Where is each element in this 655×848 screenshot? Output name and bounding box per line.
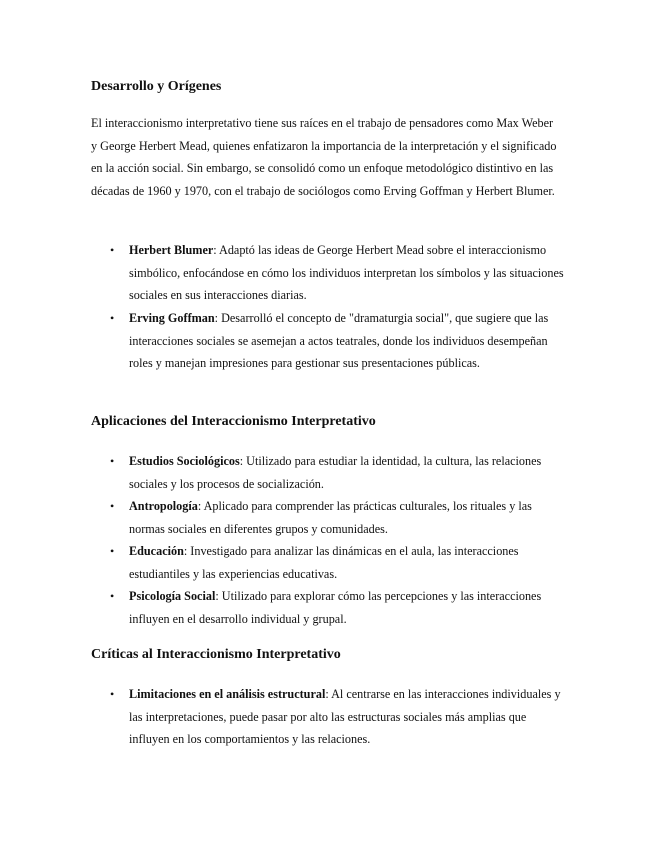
bullet-icon: • [110,243,115,257]
origins-list [0,239,655,375]
list-item-term: Herbert Blumer [129,243,214,257]
list-item-term: Antropología [129,499,198,513]
list-item [0,307,567,375]
section-heading-origins: Desarrollo y Orígenes [91,79,222,94]
origins-paragraph: El interaccionismo interpretativo tiene sus raíces en el trabajo de pensadores como Max Weber y George Herbert Mead, quienes enfatizaron la importancia de la interpretación y el significado en la acción social. Sin embargo, se consolidó como un enfoque metodológico distintivo en las décadas de 1960 y 1970, con el trabajo de sociólogos como Erving Goffman y Herbert Blumer. [91,116,557,198]
list-item-term: Educación [129,544,184,558]
bullet-icon: • [110,311,115,325]
list-item-text: : Adaptó las ideas de George Herbert Mead sobre el interaccionismo simbólico, enfocándose en cómo los individuos interpretan los símbolos y las situaciones sociales en sus interacciones diarias. [129,243,564,302]
list-item-text: : Investigado para analizar las dinámicas en el aula, las interacciones estudiantiles y las experiencias educativas. [129,544,519,581]
list-item [0,495,567,540]
bullet-icon: • [110,544,115,558]
list-item-text: : Aplicado para comprender las prácticas culturales, los rituales y las normas sociales en diferentes grupos y comunidades. [129,499,532,536]
bullet-icon: • [110,499,115,513]
list-item [0,683,567,751]
bullet-icon: • [110,589,115,603]
critiques-list [0,683,655,751]
list-item-text: : Utilizado para explorar cómo las percepciones y las interacciones influyen en el desarrollo individual y grupal. [129,589,542,626]
list-item-term: Limitaciones en el análisis estructural [129,687,326,701]
list-item [0,585,567,630]
list-item [0,540,567,585]
list-item-text: : Utilizado para estudiar la identidad, la cultura, las relaciones sociales y los procesos de socialización. [129,454,542,491]
bullet-icon: • [110,687,115,701]
list-item-term: Erving Goffman [129,311,215,325]
list-item [0,450,567,495]
section-heading-critiques: Críticas al Interaccionismo Interpretativo [91,647,341,662]
list-item-text: : Al centrarse en las interacciones individuales y las interpretaciones, puede pasar por alto las estructuras sociales más amplias que influyen en los comportamientos y las relaciones. [129,687,561,746]
section-heading-applications: Aplicaciones del Interaccionismo Interpretativo [91,414,376,429]
list-item [0,239,567,307]
applications-list [0,450,655,630]
list-item-term: Estudios Sociológicos [129,454,240,468]
bullet-icon: • [110,454,115,468]
list-item-term: Psicología Social [129,589,216,603]
list-item-text: : Desarrolló el concepto de "dramaturgia social", que sugiere que las interacciones sociales se asemejan a actos teatrales, donde los individuos desempeñan roles y manejan impresiones para gestionar sus presentaciones públicas. [129,311,549,370]
